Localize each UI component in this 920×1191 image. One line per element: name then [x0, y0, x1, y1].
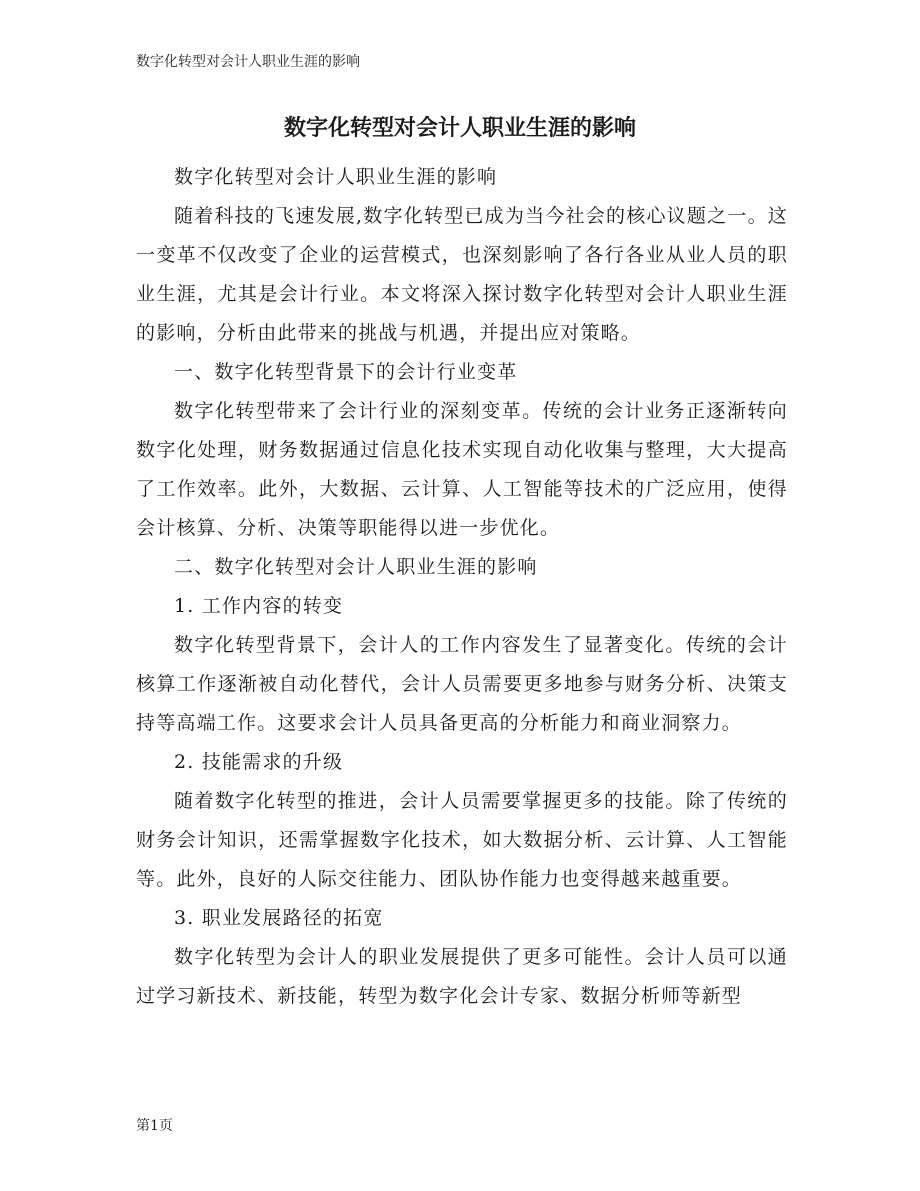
subheading-3: 3. 职业发展路径的拓宽	[174, 907, 384, 929]
paragraph-section-1: 数字化转型带来了会计行业的深刻变革。传统的会计业务正逐渐转向数字化处理，财务数据通过信息化技术实现自动化收集与整理，大大提高了工作效率。此外，大数据、云计算、人工智能等技术的广泛应用，使得会计核算、分析、决策等职能得以进一步优化。	[136, 400, 788, 539]
document-title: 数字化转型对会计人职业生涯的影响	[283, 116, 636, 141]
paragraph-career-path: 数字化转型为会计人的职业发展提供了更多可能性。会计人员可以通过学习新技术、新技能，转型为数字化会计专家、数据分析师等新型	[136, 946, 788, 1007]
paragraph-subtitle: 数字化转型对会计人职业生涯的影响	[174, 166, 498, 188]
running-header: 数字化转型对会计人职业生涯的影响	[136, 54, 360, 70]
subheading-1: 1. 工作内容的转变	[174, 595, 344, 617]
paragraph-work-content: 数字化转型背景下，会计人的工作内容发生了显著变化。传统的会计核算工作逐渐被自动化替代，会计人员需要更多地参与财务分析、决策支持等高端工作。这要求会计人员具备更高的分析能力和商业洞察力。	[136, 634, 788, 734]
document-body	[136, 158, 788, 1016]
subheading-2: 2. 技能需求的升级	[174, 751, 344, 773]
paragraph-intro: 随着科技的飞速发展,数字化转型已成为当今社会的核心议题之一。这一变革不仅改变了企业的运营模式，也深刻影响了各行各业从业人员的职业生涯，尤其是会计行业。本文将深入探讨数字化转型对会计人职业生涯的影响，分析由此带来的挑战与机遇，并提出应对策略。	[136, 205, 788, 344]
paragraph-skills: 随着数字化转型的推进，会计人员需要掌握更多的技能。除了传统的财务会计知识，还需掌握数字化技术，如大数据分析、云计算、人工智能等。此外，良好的人际交往能力、团队协作能力也变得越来越重要。	[136, 790, 788, 890]
section-heading-2: 二、数字化转型对会计人职业生涯的影响	[174, 556, 538, 578]
section-heading-1: 一、数字化转型背景下的会计行业变革	[174, 361, 518, 383]
page-number: 第1页	[136, 1118, 173, 1134]
